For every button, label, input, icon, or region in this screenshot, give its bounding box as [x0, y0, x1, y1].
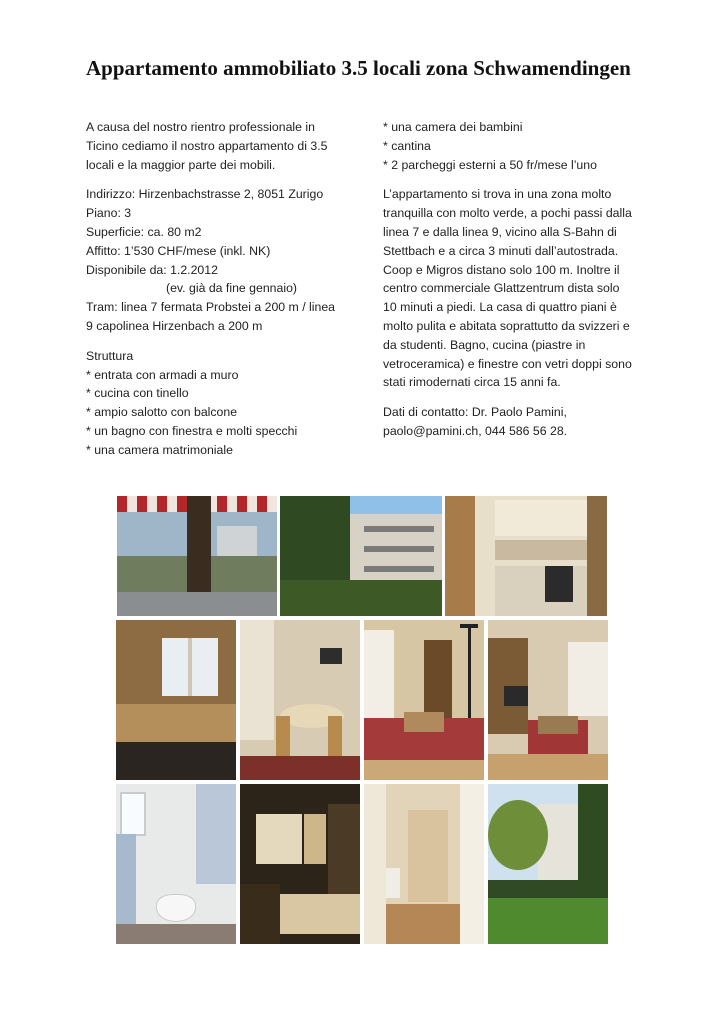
dining-room-photo — [240, 620, 360, 780]
text-line: 10 minuti a piedi. La casa di quattro piani è — [383, 300, 617, 315]
tram-line: Tram: linea 7 fermata Probstei a 200 m / linea — [86, 300, 336, 315]
hallway-photo — [364, 784, 484, 944]
living-room-photo — [364, 620, 484, 780]
floor-line: Piano: 3 — [86, 206, 132, 221]
text-line: molto pulita e abitata soprattutto da svizzeri e — [383, 318, 630, 333]
address-line: Indirizzo: Hirzenbachstrasse 2, 8051 Zurigo — [86, 187, 324, 202]
kitchen-photo — [445, 496, 607, 616]
balcony-photo — [117, 496, 277, 616]
structure-heading: Struttura — [86, 348, 134, 363]
list-item: * una camera matrimoniale — [86, 442, 233, 457]
list-item: * cucina con tinello — [86, 386, 189, 401]
building-exterior-photo — [280, 496, 442, 616]
text-line: Ticino cediamo il nostro appartamento di 3.5 — [86, 138, 328, 153]
contact-line: Dati di contatto: Dr. Paolo Pamini, — [383, 405, 567, 420]
text-line: L’appartamento si trova in una zona molto — [383, 187, 612, 202]
available-note-line: (ev. già da fine gennaio) — [166, 281, 298, 296]
text-line: Stettbach e a circa 3 minuti dall’autostrada. — [383, 243, 619, 258]
list-item: * una camera dei bambini — [383, 120, 523, 134]
list-item: * 2 parcheggi esterni a 50 fr/mese l’uno — [383, 157, 597, 172]
available-line: Disponibile da: 1.2.2012 — [86, 262, 218, 277]
living-room-tv-photo — [488, 620, 608, 780]
list-item: * un bagno con finestra e molti specchi — [86, 423, 298, 438]
garden-photo — [488, 784, 608, 944]
text-line: Coop e Migros distano solo 100 m. Inoltre il — [383, 262, 620, 277]
text-line: linea 7 e dalla linea 9, vicino alla S-Bahn di — [383, 224, 617, 239]
bathroom-photo — [116, 784, 236, 944]
text-line: tranquilla con molto verde, a pochi passi dalla — [383, 206, 632, 221]
text-line: centro commerciale Glattzentrum dista solo — [383, 281, 620, 296]
text-line: da studenti. Bagno, cucina (piastre in — [383, 337, 586, 352]
page-title: Appartamento ammobiliato 3.5 locali zona Schwamendingen — [86, 56, 631, 80]
area-line: Superficie: ca. 80 m2 — [86, 224, 202, 239]
dining-window-photo — [116, 620, 236, 780]
list-item: * entrata con armadi a muro — [86, 367, 239, 382]
tram-line-cont: 9 capolinea Hirzenbach a 200 m — [86, 318, 263, 333]
text-line: A causa del nostro rientro professionale in — [86, 120, 315, 134]
text-line: stati rimodernati circa 15 anni fa. — [383, 375, 561, 390]
text-line: locali e la maggior parte dei mobili. — [86, 157, 276, 172]
list-item: * ampio salotto con balcone — [86, 405, 238, 420]
list-item: * cantina — [383, 138, 431, 153]
text-line: vetroceramica) e finestre con vetri doppi sono — [383, 356, 632, 371]
rent-line: Affitto: 1’530 CHF/mese (inkl. NK) — [86, 243, 271, 258]
contact-line: paolo@pamini.ch, 044 586 56 28. — [383, 423, 568, 438]
bedroom-photo — [240, 784, 360, 944]
